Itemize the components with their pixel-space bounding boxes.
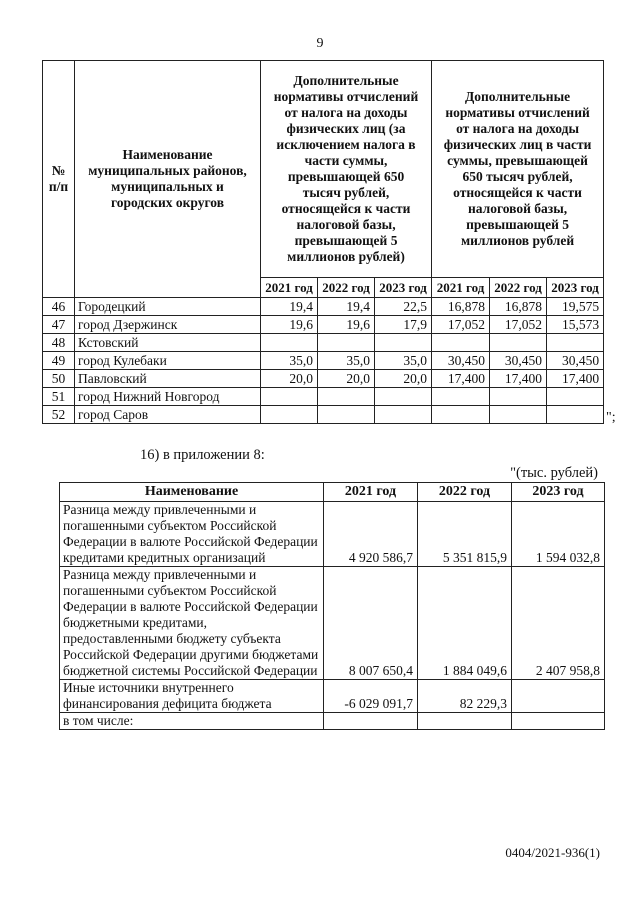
document-code: 0404/2021-936(1)	[505, 845, 600, 860]
header-year: 2022 год	[318, 278, 375, 298]
item-name: в том числе:	[60, 713, 324, 730]
district-name: Павловский	[75, 370, 261, 388]
header-year: 2023 год	[375, 278, 432, 298]
value-cell: 19,575	[547, 298, 604, 316]
value-cell	[490, 388, 547, 406]
value-cell	[432, 388, 490, 406]
value-cell: 17,9	[375, 316, 432, 334]
table-row	[43, 406, 604, 424]
table-row	[43, 334, 604, 352]
table-row	[43, 298, 604, 316]
header-name: Наименование	[60, 483, 324, 502]
value-cell: 16,878	[432, 298, 490, 316]
table-row	[43, 388, 604, 406]
value-cell	[318, 406, 375, 424]
row-number: 49	[43, 352, 75, 370]
item-name: Иные источники внутреннего финансирования дефицита бюджета	[60, 680, 324, 713]
value-cell: 17,052	[490, 316, 547, 334]
value-cell: 17,400	[432, 370, 490, 388]
value-cell: 35,0	[318, 352, 375, 370]
value-cell: 19,4	[318, 298, 375, 316]
amount-cell: 5 351 815,9	[418, 502, 512, 567]
header-year: 2021 год	[324, 483, 418, 502]
header-year: 2023 год	[512, 483, 605, 502]
row-number: 47	[43, 316, 75, 334]
amount-cell	[512, 713, 605, 730]
value-cell: 17,400	[490, 370, 547, 388]
row-number: 52	[43, 406, 75, 424]
amount-cell	[324, 713, 418, 730]
normatives-table	[42, 60, 604, 424]
value-cell	[490, 334, 547, 352]
amount-cell: 1 594 032,8	[512, 502, 605, 567]
table-row	[60, 680, 605, 713]
item-name: Разница между привлеченными и погашенными субъектом Российской Федерации в валюте Российской Федерации кредитами кредитных организаций	[60, 502, 324, 567]
district-name: город Саров	[75, 406, 261, 424]
amount-cell: 1 884 049,6	[418, 567, 512, 680]
header-group-2: Дополнительные нормативы отчислений от налога на доходы физических лиц в части суммы, превышающей 650 тысяч рублей, относящейся к части налоговой базы, превышающей 5 миллионов рублей	[432, 61, 604, 278]
row-number: 51	[43, 388, 75, 406]
value-cell: 20,0	[318, 370, 375, 388]
value-cell	[547, 406, 604, 424]
district-name: город Нижний Новгород	[75, 388, 261, 406]
row-number: 48	[43, 334, 75, 352]
value-cell: 30,450	[432, 352, 490, 370]
amount-cell	[418, 713, 512, 730]
table-row	[60, 567, 605, 680]
value-cell: 30,450	[547, 352, 604, 370]
value-cell	[547, 388, 604, 406]
value-cell	[375, 388, 432, 406]
value-cell: 17,400	[547, 370, 604, 388]
page-number: 9	[316, 36, 324, 51]
amount-cell: 2 407 958,8	[512, 567, 605, 680]
section-title: 16) в приложении 8:	[140, 447, 265, 463]
value-cell: 30,450	[490, 352, 547, 370]
value-cell	[375, 334, 432, 352]
value-cell	[318, 334, 375, 352]
table-row	[43, 316, 604, 334]
value-cell: 19,4	[261, 298, 318, 316]
amount-cell: -6 029 091,7	[324, 680, 418, 713]
unit-label: "(тыс. рублей)	[510, 465, 598, 481]
value-cell: 19,6	[318, 316, 375, 334]
item-name: Разница между привлеченными и погашенными субъектом Российской Федерации в валюте Российской Федерации бюджетными кредитами, предоставленными бюджету субъекта Российской Федерации другими бюджетами бюджетной системы Российской Федерации	[60, 567, 324, 680]
district-name: город Кулебаки	[75, 352, 261, 370]
header-year: 2021 год	[432, 278, 490, 298]
row-number: 46	[43, 298, 75, 316]
value-cell: 35,0	[375, 352, 432, 370]
amount-cell: 8 007 650,4	[324, 567, 418, 680]
header-name: Наименование муниципальных районов, муниципальных и городских округов	[75, 61, 261, 298]
value-cell: 35,0	[261, 352, 318, 370]
value-cell: 20,0	[375, 370, 432, 388]
header-year: 2021 год	[261, 278, 318, 298]
value-cell	[318, 388, 375, 406]
table-row	[43, 370, 604, 388]
header-year: 2022 год	[490, 278, 547, 298]
value-cell: 19,6	[261, 316, 318, 334]
district-name: Городецкий	[75, 298, 261, 316]
value-cell	[490, 406, 547, 424]
value-cell	[261, 334, 318, 352]
row-number: 50	[43, 370, 75, 388]
header-year: 2022 год	[418, 483, 512, 502]
value-cell	[375, 406, 432, 424]
amount-cell: 82 229,3	[418, 680, 512, 713]
district-name: Кстовский	[75, 334, 261, 352]
header-num: № п/п	[43, 61, 75, 298]
district-name: город Дзержинск	[75, 316, 261, 334]
table-row	[43, 352, 604, 370]
value-cell	[547, 334, 604, 352]
value-cell: 17,052	[432, 316, 490, 334]
value-cell	[432, 406, 490, 424]
value-cell	[261, 388, 318, 406]
closing-quote: ";	[606, 410, 616, 425]
financing-table	[59, 482, 605, 730]
value-cell: 22,5	[375, 298, 432, 316]
value-cell: 20,0	[261, 370, 318, 388]
value-cell: 15,573	[547, 316, 604, 334]
amount-cell: 4 920 586,7	[324, 502, 418, 567]
header-year: 2023 год	[547, 278, 604, 298]
header-group-1: Дополнительные нормативы отчислений от налога на доходы физических лиц (за исключением налога в части суммы, превышающей 650 тысяч рублей, относящейся к части налоговой базы, превышающей 5 миллионов рублей)	[261, 61, 432, 278]
table-row	[60, 713, 605, 730]
table-row	[60, 502, 605, 567]
value-cell	[432, 334, 490, 352]
value-cell	[261, 406, 318, 424]
amount-cell	[512, 680, 605, 713]
value-cell: 16,878	[490, 298, 547, 316]
